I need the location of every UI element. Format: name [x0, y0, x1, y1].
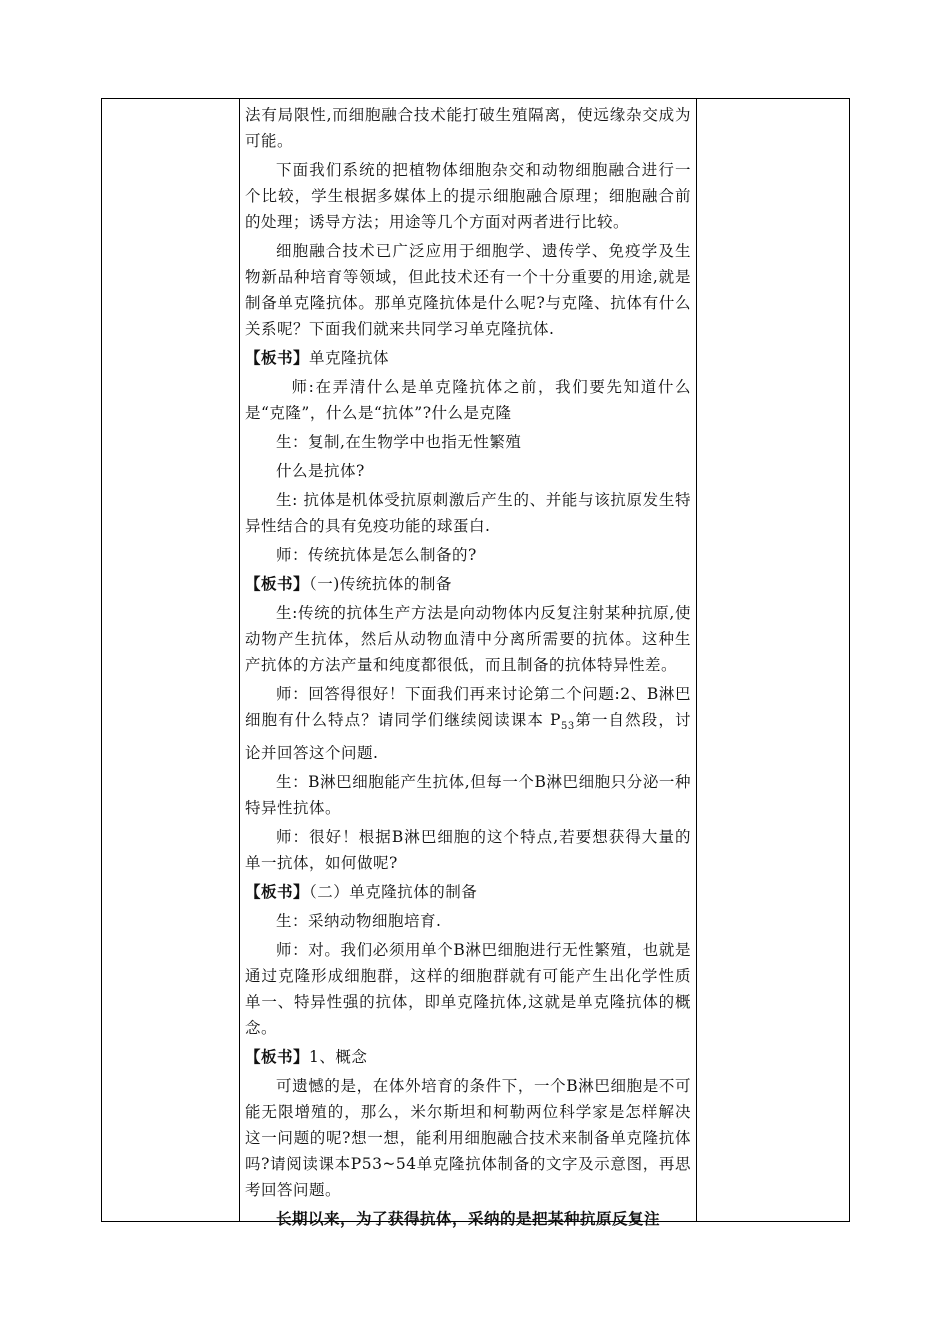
- board-note: [245, 1044, 691, 1070]
- left-column-divider: [239, 99, 240, 1221]
- paragraph: 细胞融合技术已广泛应用于细胞学、遗传学、免疫学及生物新品种培育等领域，但此技术还有一个十分重要的用途,就是制备单克隆抗体。那单克隆抗体是什么呢?与克隆、抗体有什么关系呢？下面我们就来共同学习单克隆抗体.: [245, 242, 691, 338]
- board-label: 【板书】: [245, 883, 310, 902]
- board-label: 【板书】: [245, 349, 310, 367]
- paragraph: 师：传统抗体是怎么制备的?: [276, 546, 477, 564]
- paragraph: [245, 681, 691, 766]
- paragraph-text: 第一自然段，讨论并回答这个问题.: [245, 711, 691, 763]
- paragraph: 可遗憾的是，在体外培育的条件下，一个B淋巴细胞是不可能无限增殖的，那么，米尔斯坦和柯勒两位科学家是怎样解决这一问题的呢?想一想，能利用细胞融合技术来制备单克隆抗体吗?请阅读课本P53~54单克隆抗体制备的文字及示意图，再思考回答问题。: [245, 1077, 691, 1200]
- paragraph: 长期以来，为了获得抗体，采纳的是把某种抗原反复注: [276, 1209, 661, 1229]
- page-subscript: 53: [560, 721, 575, 733]
- right-column-divider: [696, 99, 697, 1221]
- board-note-text: （一)传统抗体的制备: [309, 575, 452, 593]
- paragraph: 师：对。我们必须用单个B淋巴细胞进行无性繁殖，也就是通过克隆形成细胞群，这样的细胞群就有可能产生出化学性质单一、特异性强的抗体，即单克隆抗体,这就是单克隆抗体的概念。: [245, 941, 691, 1038]
- board-label: 【板书】: [245, 575, 310, 593]
- paragraph: 生：采纳动物细胞培育.: [276, 912, 442, 931]
- paragraph: 生:传统的抗体生产方法是向动物体内反复注射某种抗原,使动物产生抗体，然后从动物血清中分离所需要的抗体。这种生产抗体的方法产量和纯度都很低，而且制备的抗体特异性差。: [245, 604, 691, 674]
- paragraph: 法有局限性,而细胞融合技术能打破生殖隔离，使远缘杂交成为可能。: [245, 106, 691, 150]
- paragraph: 生：B淋巴细胞能产生抗体,但每一个B淋巴细胞只分泌一种特异性抗体。: [245, 773, 691, 818]
- paragraph: 生: 抗体是机体受抗原刺激后产生的、并能与该抗原发生特异性结合的具有免疫功能的球蛋白.: [245, 491, 691, 535]
- board-note: [245, 345, 691, 371]
- paragraph: 什么是抗体?: [276, 462, 365, 480]
- paragraph: 下面我们系统的把植物体细胞杂交和动物细胞融合进行一个比较，学生根据多媒体上的提示细胞融合原理；细胞融合前的处理；诱导方法；用途等几个方面对两者进行比较。: [245, 161, 691, 231]
- paragraph: 生：复制,在生物学中也指无性繁殖: [276, 433, 522, 451]
- board-note-text: （二）单克隆抗体的制备: [309, 883, 478, 902]
- board-note: [245, 571, 691, 597]
- board-note-text: 单克隆抗体: [309, 349, 390, 367]
- paragraph-text: 师：回答得很好！下面我们再来讨论第二个问题:2、B淋巴细胞有什么特点？请同学们继续阅读课本 P: [245, 685, 691, 729]
- board-label: 【板书】: [245, 1048, 310, 1067]
- board-note: [245, 879, 691, 905]
- lesson-content-column: [245, 102, 691, 1235]
- board-note-text: 1、概念: [309, 1048, 368, 1067]
- paragraph: 师：很好！根据B淋巴细胞的这个特点,若要想获得大量的单一抗体，如何做呢?: [245, 828, 691, 873]
- paragraph: 师:在弄清什么是单克隆抗体之前，我们要先知道什么是“克隆”，什么是“抗体”?什么是克隆: [245, 378, 691, 422]
